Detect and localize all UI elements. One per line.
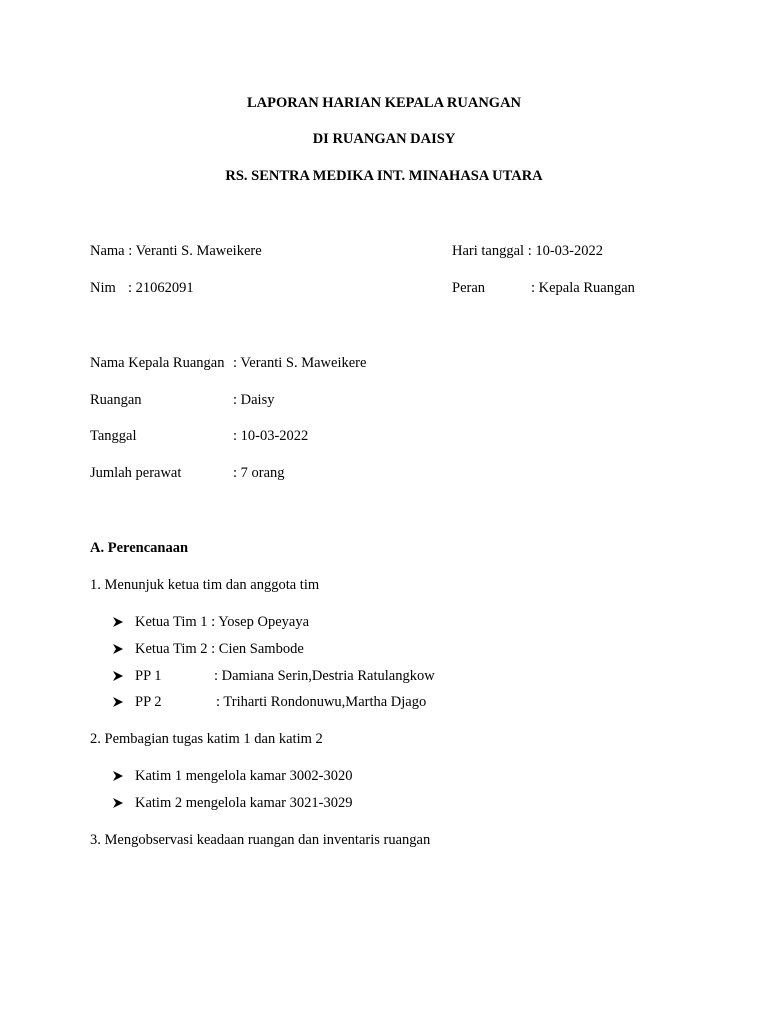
- student-nim-label: Nim: [90, 280, 116, 296]
- list-item: Katim 2 mengelola kamar 3021-3029: [135, 795, 353, 811]
- arrow-bullet-icon: [112, 797, 124, 809]
- student-name: Nama : Veranti S. Maweikere: [90, 243, 262, 259]
- numbered-item-2: 2. Pembagian tugas katim 1 dan katim 2: [90, 731, 323, 747]
- arrow-bullet-icon: [112, 670, 124, 682]
- role-label: Peran: [452, 280, 486, 296]
- arrow-bullet-icon: [112, 643, 124, 655]
- section-heading: A. Perencanaan: [90, 540, 189, 556]
- list-item-value: : Triharti Rondonuwu,Martha Djago: [216, 694, 427, 710]
- info-value-date: : 10-03-2022: [233, 428, 309, 444]
- info-value-room: : Daisy: [233, 392, 275, 408]
- report-subtitle-room: DI RUANGAN DAISY: [312, 131, 456, 147]
- list-item: Ketua Tim 2 : Cien Sambode: [135, 641, 304, 657]
- arrow-bullet-icon: [112, 696, 124, 708]
- list-item: Katim 1 mengelola kamar 3002-3020: [135, 768, 353, 784]
- report-subtitle-hospital: RS. SENTRA MEDIKA INT. MINAHASA UTARA: [225, 168, 543, 184]
- report-title: LAPORAN HARIAN KEPALA RUANGAN: [246, 95, 522, 111]
- info-value-head-nurse: : Veranti S. Maweikere: [233, 355, 367, 371]
- numbered-item-3: 3. Mengobservasi keadaan ruangan dan inventaris ruangan: [90, 832, 431, 848]
- list-item-value: : Damiana Serin,Destria Ratulangkow: [214, 668, 435, 684]
- list-item-label: PP 2: [135, 694, 162, 710]
- numbered-item-1: 1. Menunjuk ketua tim dan anggota tim: [90, 577, 320, 593]
- student-nim-value: : 21062091: [128, 280, 194, 296]
- role-value: : Kepala Ruangan: [531, 280, 635, 296]
- info-label-head-nurse: Nama Kepala Ruangan: [90, 355, 225, 371]
- list-item-label: PP 1: [135, 668, 162, 684]
- list-item: Ketua Tim 1 : Yosep Opeyaya: [135, 614, 310, 630]
- info-label-nurse-count: Jumlah perawat: [90, 465, 182, 481]
- report-day-date: Hari tanggal : 10-03-2022: [452, 243, 604, 259]
- info-value-nurse-count: : 7 orang: [233, 465, 285, 481]
- info-label-date: Tanggal: [90, 428, 137, 444]
- info-label-room: Ruangan: [90, 392, 142, 408]
- arrow-bullet-icon: [112, 616, 124, 628]
- arrow-bullet-icon: [112, 770, 124, 782]
